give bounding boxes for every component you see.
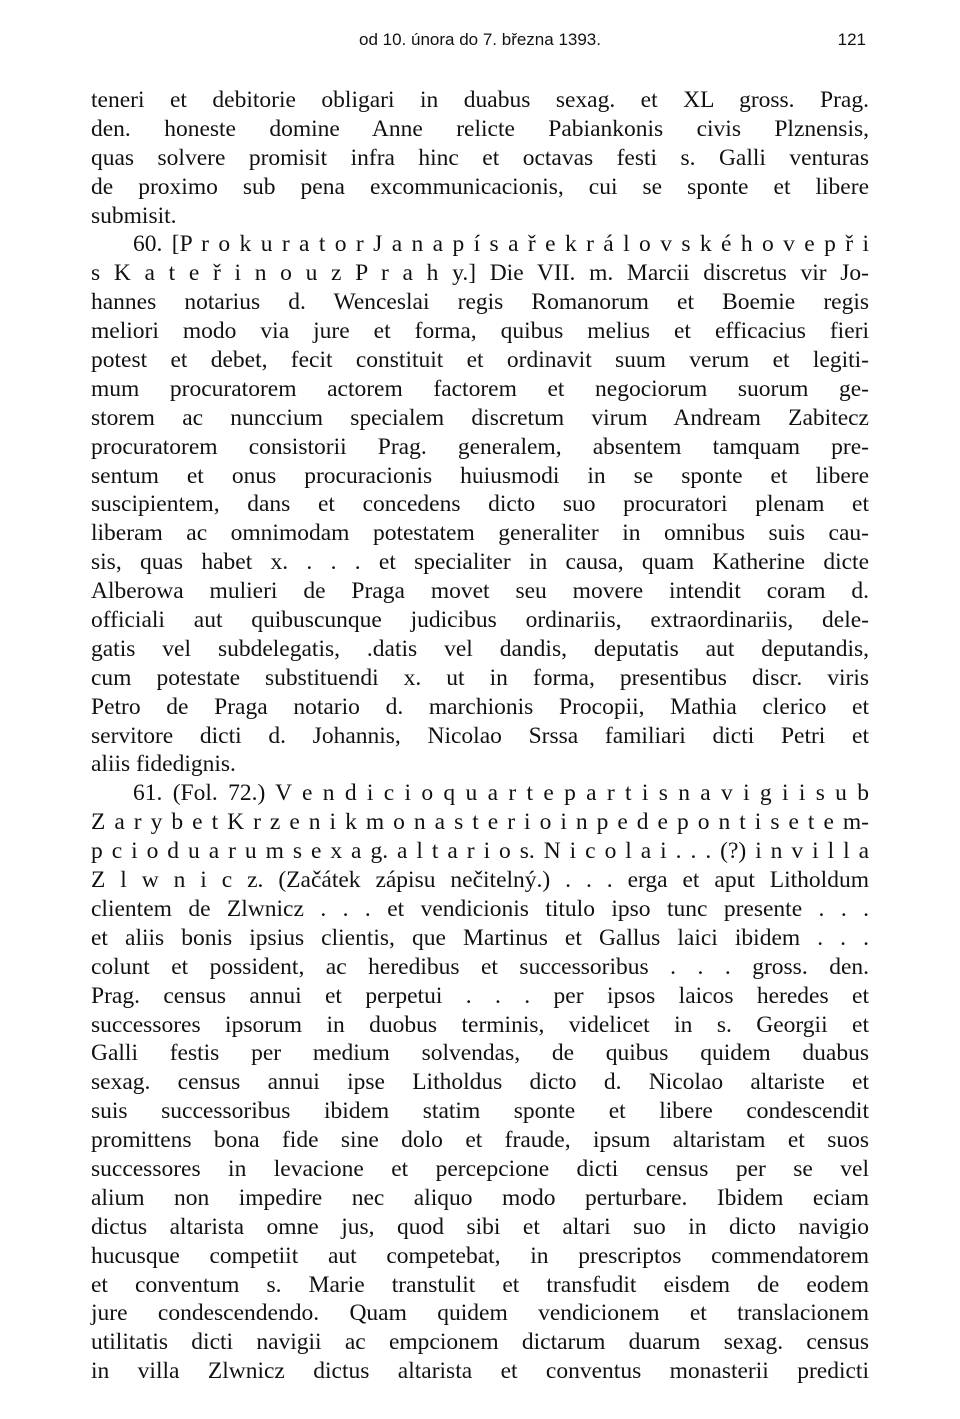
text-line: quas solvere promisit infra hinc et octavas festi s. Galli venturas [91, 144, 869, 171]
text-line: colunt et possident, ac heredibus et successoribus . . . gross. den. [91, 953, 869, 980]
text-line: den. honeste domine Anne relicte Pabiankonis civis Plznensis, [91, 115, 869, 142]
text-line: hucusque competiit aut competebat, in prescriptos commendatorem [91, 1242, 869, 1269]
text-line: alium non impedire nec aliquo modo perturbare. Ibidem eciam [91, 1184, 869, 1211]
text-line: submisit. [91, 202, 177, 229]
text-line: teneri et debitorie obligari in duabus sexag. et XL gross. Prag. [91, 87, 869, 113]
text-line: liberam ac omnimodam potestatem generaliter in omnibus suis cau- [91, 520, 869, 547]
text-line: promittens bona fide sine dolo et fraude, ipsum altaristam et suos [91, 1127, 869, 1154]
text-line: 61. (Fol. 72.) V e n d i c i o q u a r t e p a r t i s n a v i g i i s u b [133, 780, 869, 807]
text-line: utilitatis dicti navigii ac empcionem dictarum duarum sexag. census [91, 1329, 869, 1356]
text-line: gatis vel subdelegatis, .datis vel dandis, deputatis aut deputandis, [91, 635, 869, 662]
text-line: Prag. census annui et perpetui . . . per ipsos laicos heredes et [91, 982, 869, 1009]
page-number: 121 [837, 30, 866, 49]
text-line: sis, quas habet x. . . . et specialiter in causa, quam Katherine dicte [91, 549, 869, 576]
text-line: s K a t e ř i n o u z P r a h y.] Die VII. m. Marcii discretus vir Jo- [91, 260, 869, 287]
text-line: in villa Zlwnicz dictus altarista et conventus monasterii predicti [91, 1358, 869, 1385]
text-line: p c i o d u a r u m s e x a g. a l t a r i o s. N i c o l a i . . . (?) i n v i l l a [91, 838, 869, 865]
text-line: jure condescendendo. Quam quidem vendicionem et translacionem [91, 1300, 869, 1327]
text-line: successores in levacione et percepcione dicti census per se vel [91, 1155, 869, 1182]
text-line: dictus altarista omne jus, quod sibi et altari suo in dicto navigio [91, 1213, 869, 1240]
text-line: Galli festis per medium solvendas, de quibus quidem duabus [91, 1040, 869, 1067]
text-line: clientem de Zlwnicz . . . et vendicionis titulo ipso tunc presente . . . [91, 895, 869, 922]
running-title: od 10. února do 7. března 1393. [359, 30, 601, 49]
text-line: Z a r y b e t K r z e n i k m o n a s t e r i o i n p e d e p o n t i s e t e m- [91, 809, 869, 836]
running-header [0, 30, 960, 58]
text-line: suscipientem, dans et concedens dicto suo procuratori plenam et [91, 491, 869, 518]
text-line: Alberowa mulieri de Praga movet seu movere intendit coram d. [91, 578, 869, 605]
text-line: potest et debet, fecit constituit et ordinavit suum verum et legiti- [91, 347, 869, 374]
text-line: et aliis bonis ipsius clientis, que Martinus et Gallus laici ibidem . . . [91, 924, 869, 951]
text-line: suis successoribus ibidem statim sponte et libere condescendit [91, 1098, 869, 1125]
body-text [91, 86, 869, 1386]
text-line: cum potestate substituendi x. ut in forma, presentibus discr. viris [91, 664, 869, 691]
text-line: Petro de Praga notario d. marchionis Procopii, Mathia clerico et [91, 693, 869, 720]
text-line: servitore dicti d. Johannis, Nicolao Srssa familiari dicti Petri et [91, 722, 869, 749]
text-line: storem ac nunccium specialem discretum virum Andream Zabitecz [91, 404, 869, 431]
text-line: Z l w n i c z. (Začátek zápisu nečitelný.) . . . erga et aput Litholdum [91, 867, 869, 894]
text-line: officiali aut quibuscunque judicibus ordinariis, extraordinariis, dele- [91, 607, 869, 634]
text-line: procuratorem consistorii Prag. generalem, absentem tamquam pre- [91, 433, 869, 460]
text-line: mum procuratorem actorem factorem et negociorum suorum ge- [91, 375, 869, 402]
text-line: aliis fidedignis. [91, 751, 236, 778]
text-line: sentum et onus procuracionis huiusmodi in se sponte et libere [91, 462, 869, 489]
text-line: successores ipsorum in duobus terminis, videlicet in s. Georgii et [91, 1011, 869, 1038]
text-line: hannes notarius d. Wenceslai regis Romanorum et Boemie regis [91, 289, 869, 316]
text-line: sexag. census annui ipse Litholdus dicto d. Nicolao altariste et [91, 1069, 869, 1096]
text-line: de proximo sub pena excommunicacionis, cui se sponte et libere [91, 173, 869, 200]
text-line: et conventum s. Marie transtulit et transfudit eisdem de eodem [91, 1271, 869, 1298]
text-line: meliori modo via jure et forma, quibus melius et efficacius fieri [91, 318, 869, 345]
text-line: 60. [P r o k u r a t o r J a n a p í s a ř e k r á l o v s k é h o v e p ř i [133, 231, 869, 258]
